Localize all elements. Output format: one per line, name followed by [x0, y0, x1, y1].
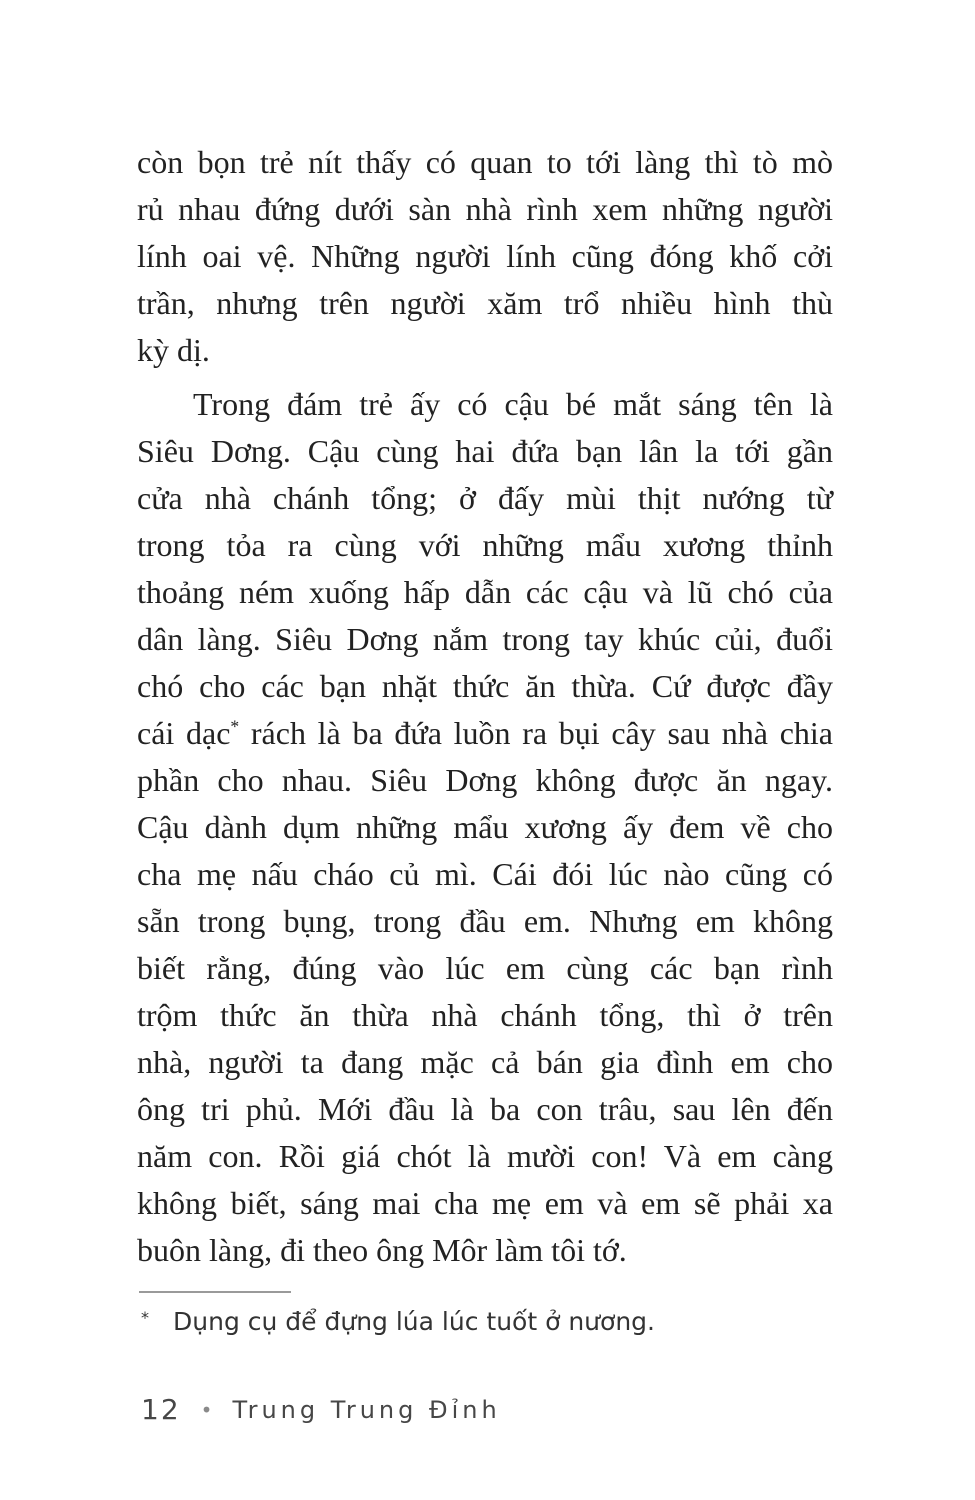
text-line: buôn làng, đi theo ông Môr làm tôi tớ. — [137, 1232, 627, 1268]
text-line: trong tỏa ra cùng với những mẩu xương thỉnh — [137, 527, 833, 563]
text-line: chó cho các bạn nhặt thức ăn thừa. Cứ được đầy — [137, 668, 833, 704]
text-line: trần, nhưng trên người xăm trổ nhiều hình thù — [137, 285, 833, 321]
footnote — [141, 1305, 841, 1339]
text-line: ông tri phủ. Mới đầu là ba con trâu, sau lên đến — [137, 1091, 833, 1127]
text-line: Cậu dành dụm những mẩu xương ấy đem về cho — [137, 809, 833, 845]
text-line: biết rằng, đúng vào lúc em cùng các bạn rình — [137, 950, 833, 986]
text-line: cha mẹ nấu cháo củ mì. Cái đói lúc nào cũng có — [137, 856, 833, 892]
text-line: thoảng ném xuống hấp dẫn các cậu và lũ chó của — [137, 574, 833, 610]
text-line: Siêu Dơng. Cậu cùng hai đứa bạn lân la tới gần — [137, 433, 833, 469]
page-number: 12 — [141, 1393, 181, 1426]
footnote-text: Dụng cụ để đựng lúa lúc tuốt ở nương. — [173, 1307, 655, 1336]
text-line: dân làng. Siêu Dơng nắm trong tay khúc củi, đuổi — [137, 621, 833, 657]
footnote-reference: * — [230, 716, 240, 737]
paragraph — [137, 139, 833, 374]
footnote-divider — [139, 1291, 291, 1293]
text-line: cái dạc* rách là ba đứa luồn ra bụi cây sau nhà chia — [137, 715, 834, 751]
text-line: nhà, người ta đang mặc cả bán gia đình em cho — [137, 1044, 833, 1080]
body-text — [137, 139, 833, 1274]
text-line: không biết, sáng mai cha mẹ em và em sẽ phải xa — [137, 1185, 833, 1221]
text-line: sẵn trong bụng, trong đầu em. Nhưng em không — [137, 903, 833, 939]
text-line: trộm thức ăn thừa nhà chánh tổng, thì ở trên — [137, 997, 833, 1033]
text-line: Trong đám trẻ ấy có cậu bé mắt sáng tên là — [193, 386, 833, 422]
footnote-marker: * — [141, 1308, 149, 1327]
text-line: năm con. Rồi giá chót là mười con! Và em càng — [137, 1138, 833, 1174]
text-line: phần cho nhau. Siêu Dơng không được ăn ngay. — [137, 762, 833, 798]
text-line: lính oai vệ. Những người lính cũng đóng khố cởi — [137, 238, 833, 274]
footer-separator-dot: • — [200, 1397, 213, 1422]
text-line: còn bọn trẻ nít thấy có quan to tới làng thì tò mò — [137, 144, 833, 180]
paragraph — [137, 381, 833, 1274]
author-name: Trung Trung Đỉnh — [232, 1395, 501, 1424]
text-line: cửa nhà chánh tổng; ở đấy mùi thịt nướng từ — [137, 480, 833, 516]
text-line: kỳ dị. — [137, 332, 210, 368]
text-line: rủ nhau đứng dưới sàn nhà rình xem những người — [137, 191, 833, 227]
page-footer — [141, 1393, 501, 1426]
